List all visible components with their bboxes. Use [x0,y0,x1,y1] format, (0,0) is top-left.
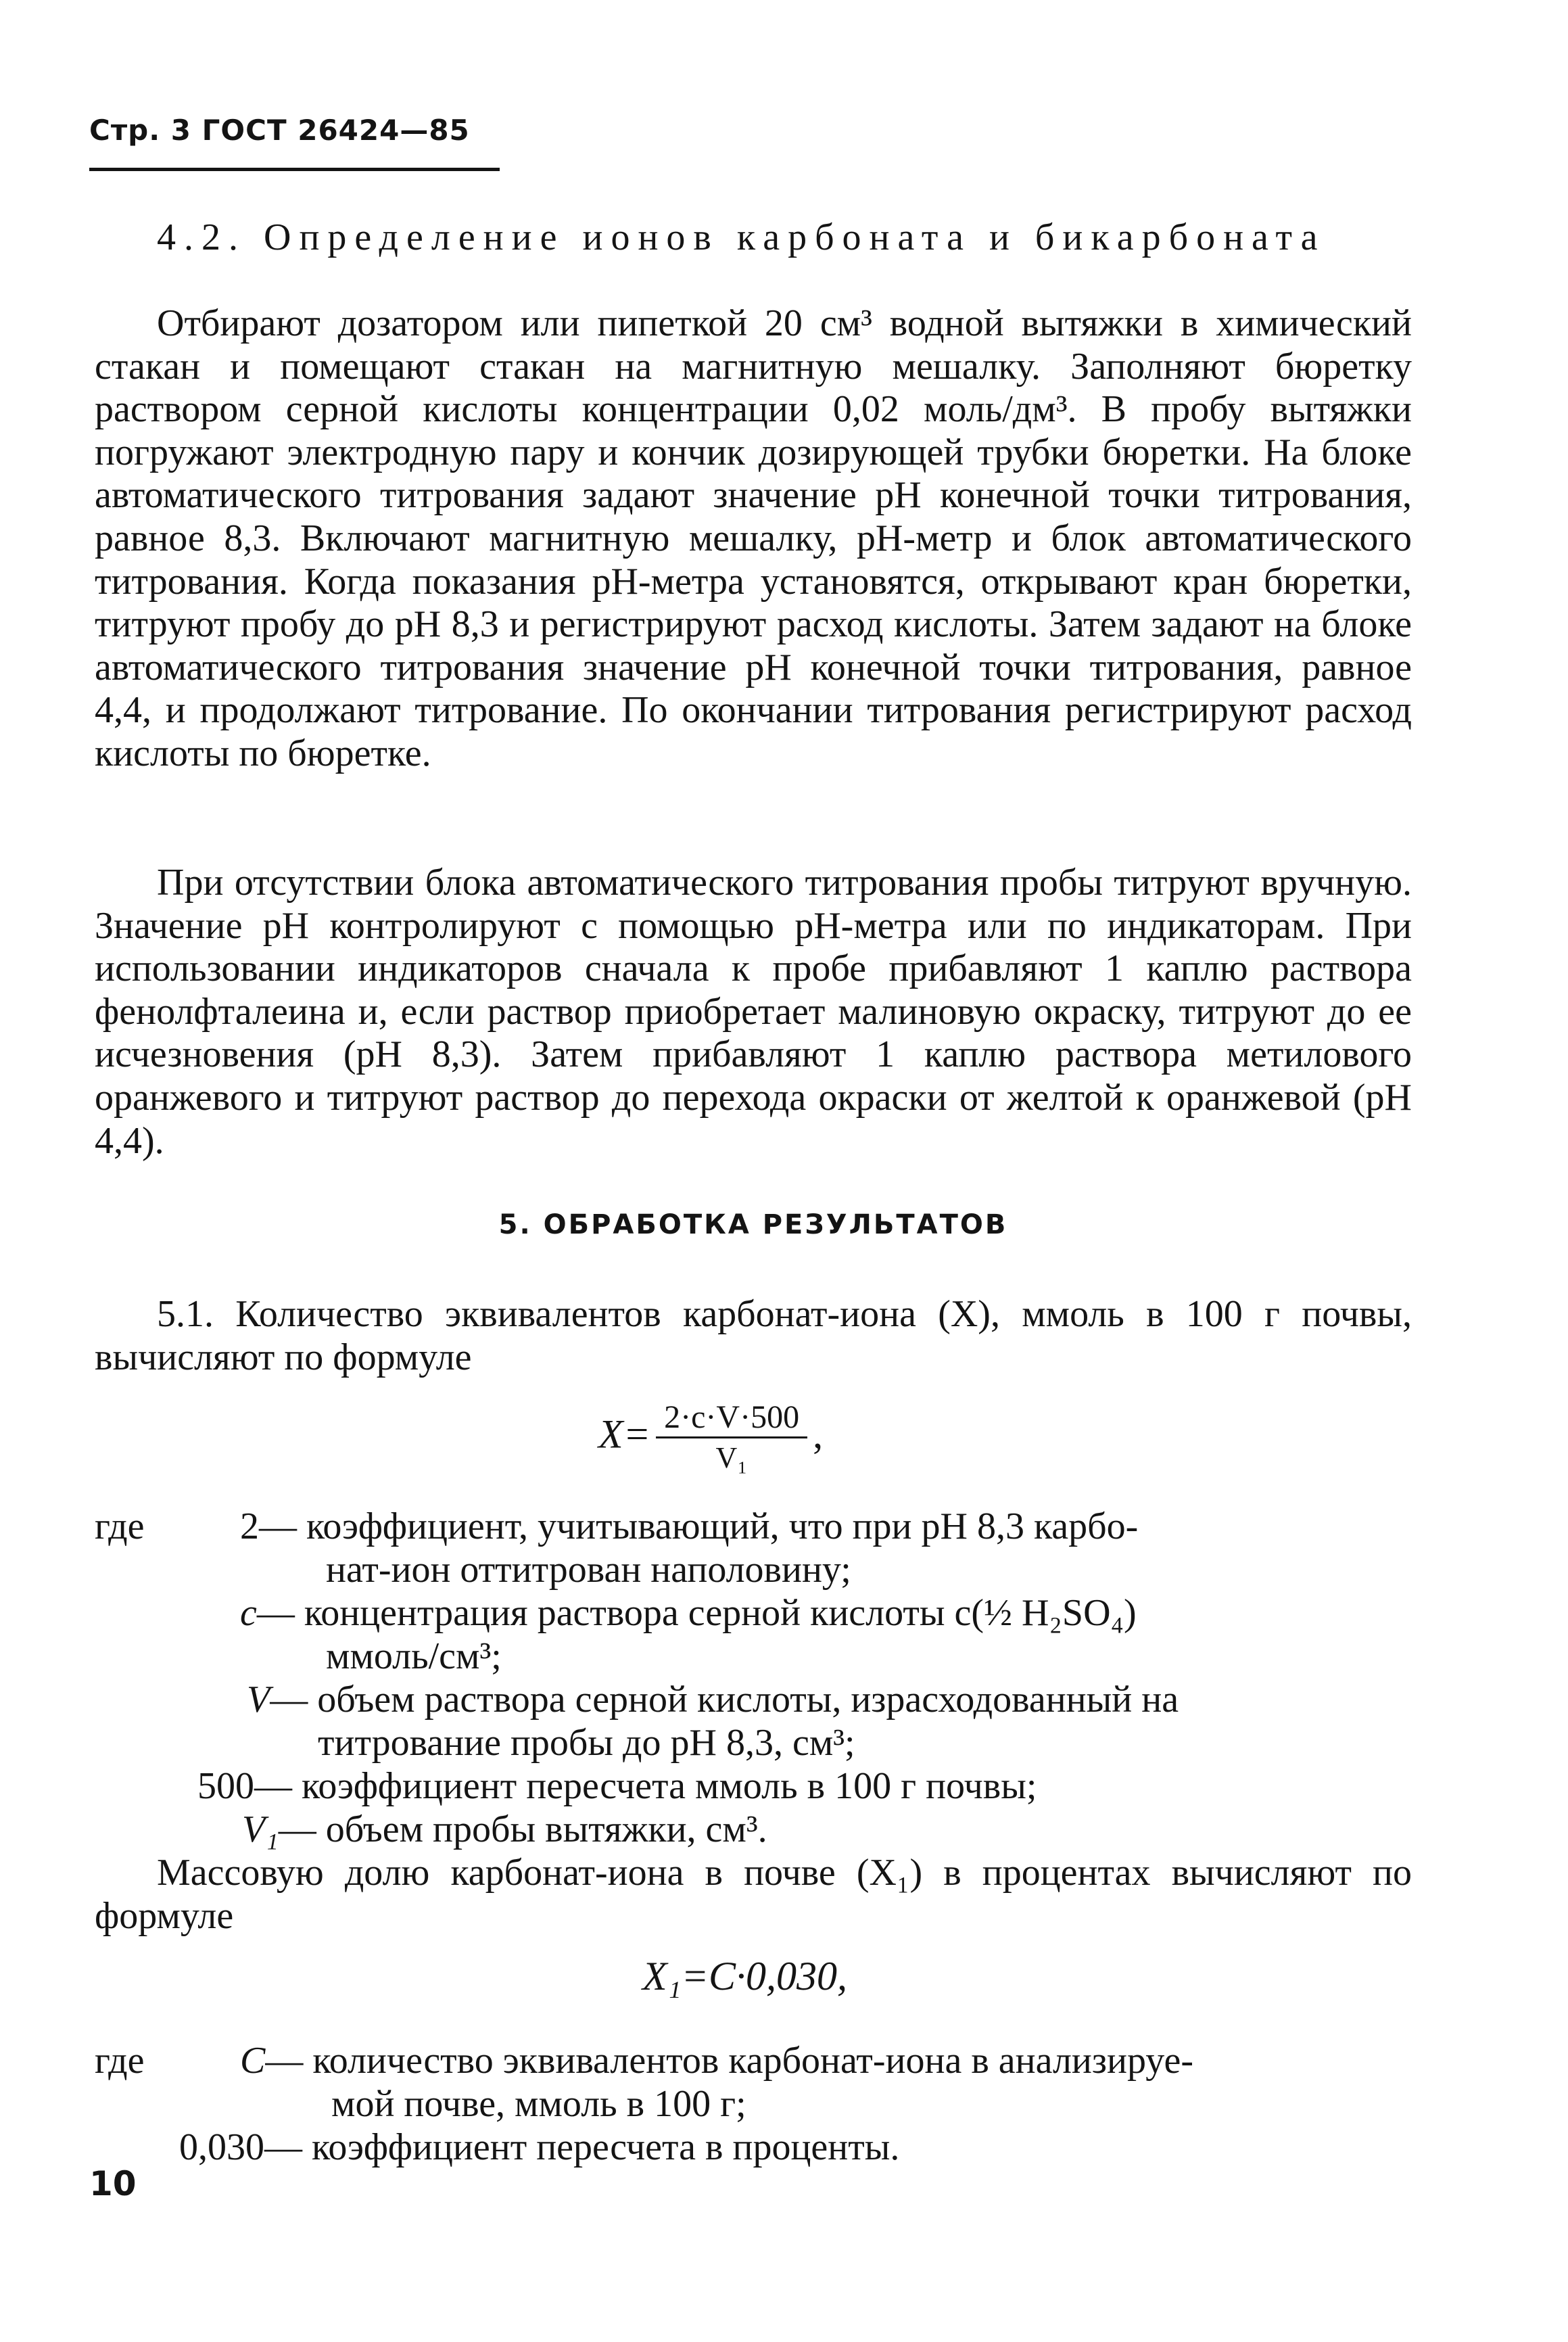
formula-x [598,1399,823,1478]
legend-symbol: c [240,1592,257,1634]
legend-item-coefficient-2-cont: нат-ион оттитрован наполовину; [326,1549,851,1591]
where-label-2: где [95,2040,145,2082]
legend-symbol: V [247,1679,270,1720]
legend-item-coefficient-2 [240,1505,1138,1549]
legend-text: — объем пробы вытяжки, см³. [278,1808,767,1850]
legend-text: — коэффициент пересчета в проценты. [264,2126,900,2168]
formula-x1-text: X₁=C·0,030, [642,1954,848,1998]
legend-symbol: C [240,2040,266,2082]
section-4-2-heading: 4.2. Определение ионов карбоната и бикарбоната [157,216,1326,258]
section-5-title: 5. ОБРАБОТКА РЕЗУЛЬТАТОВ [498,1209,1008,1240]
formula-x-fraction [656,1399,807,1478]
legend-symbol: V₁ [242,1808,279,1850]
legend-text: — концентрация раствора серной кислоты с(½ H₂SO₄) [256,1592,1137,1634]
legend-text: — количество эквивалентов карбонат-иона в анализируе- [265,2040,1193,2082]
legend-symbol: 2 [240,1505,259,1547]
formula-x-denominator: V₁ [715,1441,748,1474]
formula-x-numerator: 2·c·V·500 [656,1399,807,1438]
legend-text: — коэффициент, учитывающий, что при рН 8,3 карбо- [259,1505,1139,1547]
section-4-2-paragraph-2: При отсутствии блока автоматического титрования пробы титруют вручную. Значение рН контролируют с помощью рН-метра или по индикаторам. При использовании индикаторов сначала к пробе прибавляют 1 каплю раствора фенолфталеина и, если раствор приобретает малиновую окраску, титруют до ее исчезновения (рН 8,3). Затем прибавляют 1 каплю раствора метилового оранжевого и титруют раствор до перехода окраски от желтой к оранжевой (рН 4,4). [95,862,1412,1162]
formula-x1 [642,1953,847,2000]
legend-item-c-cont: ммоль/см³; [326,1635,502,1677]
legend-item-v-cont: титрование пробы до рН 8,3, см³; [318,1722,855,1764]
header-rule [89,168,500,171]
formula-x-tail: , [813,1411,824,1457]
legend-item-v1 [242,1808,767,1852]
running-head: Стр. 3 ГОСТ 26424—85 [89,114,470,147]
where-label-1: где [95,1505,145,1547]
legend-text: — коэффициент пересчета ммоль в 100 г почвы; [254,1765,1037,1807]
legend-symbol: 0,030 [179,2126,264,2168]
legend-text: — объем раствора серной кислоты, израсходованный на [270,1679,1179,1720]
section-5-1-paragraph: 5.1. Количество эквивалентов карбонат-иона (X), ммоль в 100 г почвы, вычисляют по формуле [95,1293,1412,1378]
page-number: 10 [89,2164,137,2203]
legend-item-C [240,2040,1193,2083]
mass-fraction-paragraph: Массовую долю карбонат-иона в почве (X₁) в процентах вычисляют по формуле [95,1852,1412,1937]
legend-item-c [240,1592,1137,1635]
legend-symbol: 500 [197,1765,254,1807]
legend-item-v [247,1679,1179,1722]
section-4-2-paragraph-1: Отбирают дозатором или пипеткой 20 см³ водной вытяжки в химический стакан и помещают стакан на магнитную мешалку. Заполняют бюретку раствором серной кислоты концентрации 0,02 моль/дм³. В пробу вытяжки погружают электродную пару и кончик дозирующей трубки бюретки. На блоке автоматического титрования задают значение рН конечной точки титрования, равное 8,3. Включают магнитную мешалку, рН-метр и блок автоматического титрования. Когда показания рН-метра установятся, открывают кран бюретки, титруют пробу до рН 8,3 и регистрируют расход кислоты. Затем задают на блоке автоматического титрования значение рН конечной точки титрования, равное 4,4, и продолжают титрование. По окончании титрования регистрируют расход кислоты по бюретке. [95,302,1412,774]
legend-item-500 [197,1765,1037,1808]
formula-x-lhs: X= [598,1411,651,1457]
legend-item-0-030 [179,2126,899,2170]
legend-item-C-cont: мой почве, ммоль в 100 г; [331,2083,746,2125]
